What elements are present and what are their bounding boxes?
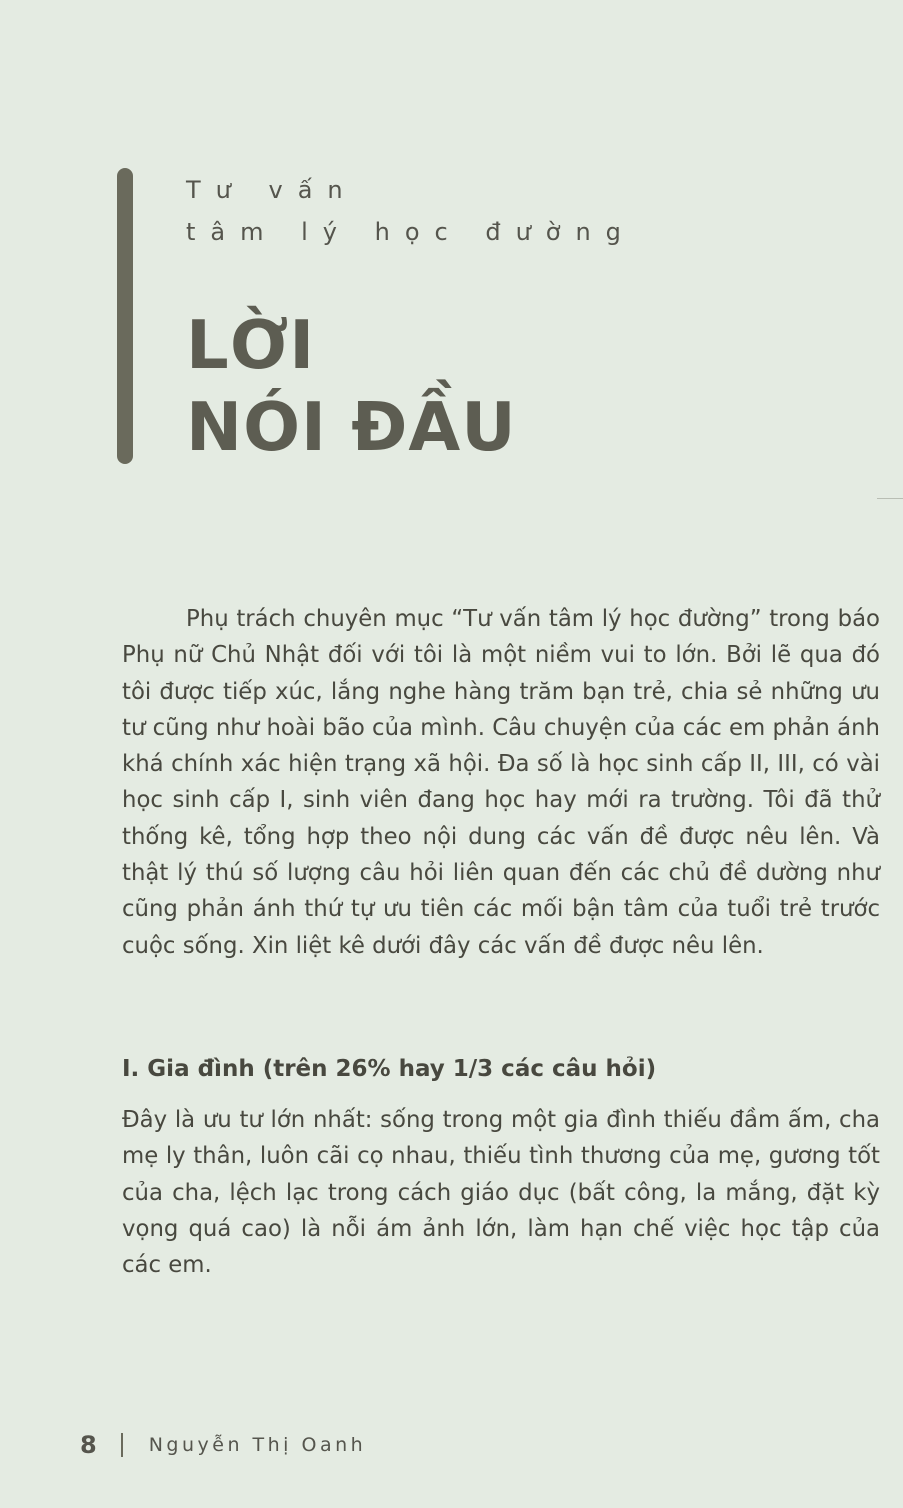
series-kicker-line2: tâm lý học đường <box>186 218 636 246</box>
chapter-title-line2: NÓI ĐẦU <box>186 388 517 466</box>
page-number: 8 <box>80 1431 97 1459</box>
section-paragraph: Đây là ưu tư lớn nhất: sống trong một gia đình thiếu đầm ấm, cha mẹ ly thân, luôn cãi cọ nhau, thiếu tình thương của mẹ, gương tốt của cha, lệch lạc trong cách giáo dục (bất công, la mắng, đặt kỳ vọng quá cao) là nỗi ám ảnh lớn, làm hạn chế việc học tập của các em. <box>122 1107 880 1279</box>
series-kicker-line1: Tư vấn <box>186 176 358 204</box>
author-name: Nguyễn Thị Oanh <box>148 1434 367 1456</box>
footer-divider <box>121 1433 123 1457</box>
title-accent-bar <box>117 168 133 464</box>
page-edge-mark <box>877 498 903 499</box>
chapter-title-line1: LỜI <box>186 306 316 384</box>
section-heading: I. Gia đình (trên 26% hay 1/3 các câu hỏi) <box>122 1056 657 1082</box>
page-footer <box>80 1431 366 1459</box>
intro-paragraph: Phụ trách chuyên mục “Tư vấn tâm lý học đường” trong báo Phụ nữ Chủ Nhật đối với tôi là một niềm vui to lớn. Bởi lẽ qua đó tôi được tiếp xúc, lắng nghe hàng trăm bạn trẻ, chia sẻ những ưu tư cũng như hoài bão của mình. Câu chuyện của các em phản ánh khá chính xác hiện trạng xã hội. Đa số là học sinh cấp II, III, có vài học sinh cấp I, sinh viên đang học hay mới ra trường. Tôi đã thử thống kê, tổng hợp theo nội dung các vấn đề được nêu lên. Và thật lý thú số lượng câu hỏi liên quan đến các chủ đề dường như cũng phản ánh thứ tự ưu tiên các mối bận tâm của tuổi trẻ trước cuộc sống. Xin liệt kê dưới đây các vấn đề được nêu lên. <box>122 606 880 959</box>
